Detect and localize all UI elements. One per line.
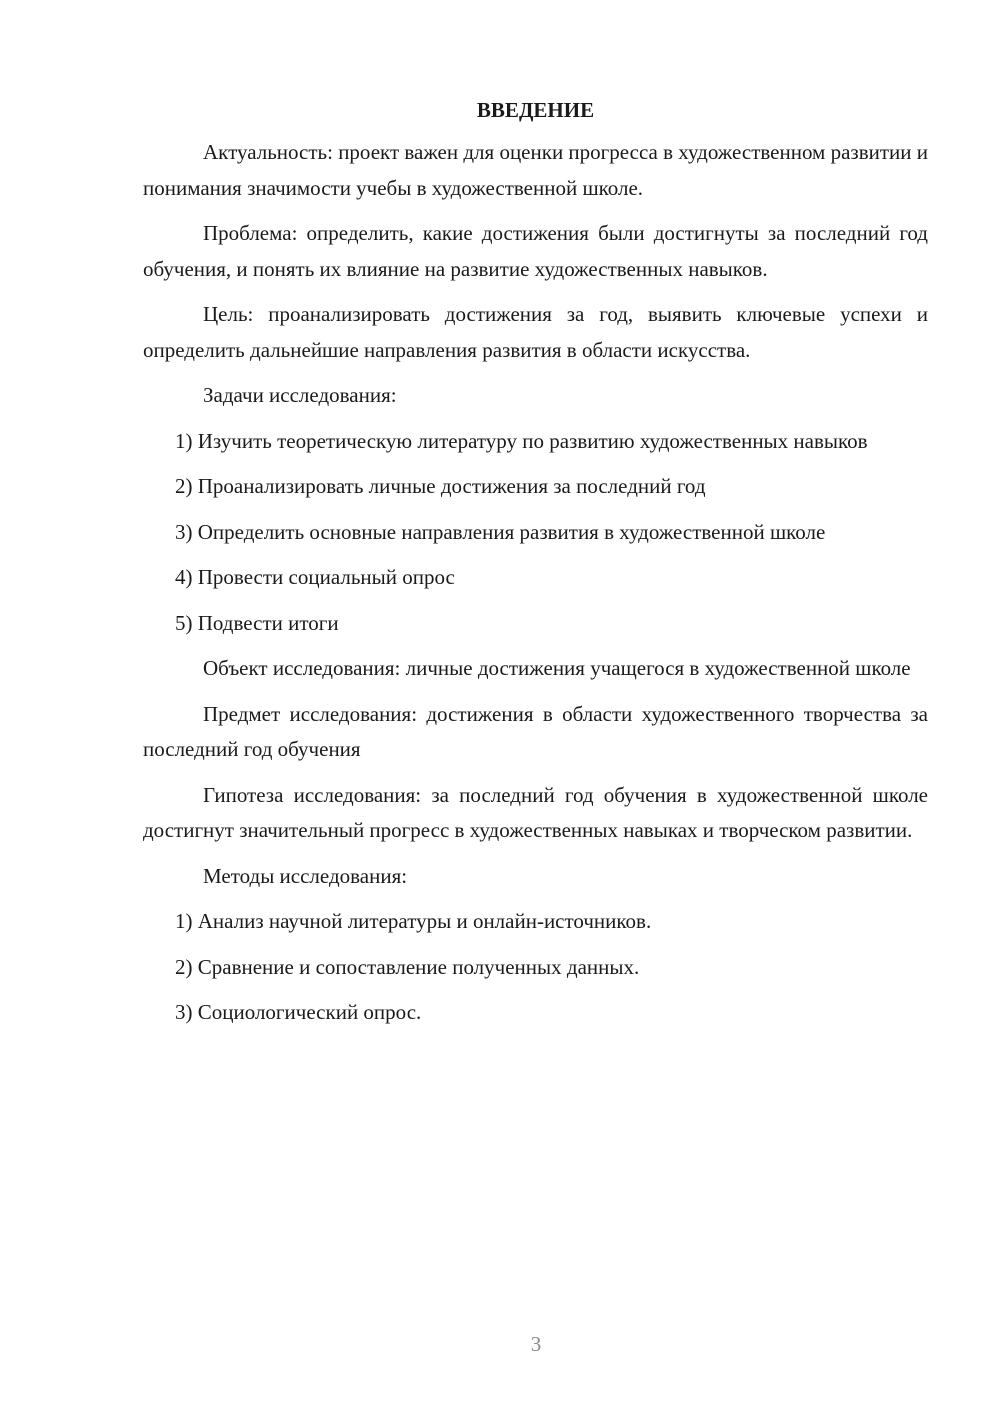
relevance-paragraph: Актуальность: проект важен для оценки прогресса в художественном развитии и понимания значимости учебы в художественной школе. xyxy=(143,140,929,200)
document-title: ВВЕДЕНИЕ xyxy=(476,98,595,122)
tasks-heading: Задачи исследования: xyxy=(203,383,397,407)
task-item-1: 1) Изучить теоретическую литературу по развитию художественных навыков xyxy=(175,428,868,453)
task-item-5: 5) Подвести итоги xyxy=(175,610,339,635)
goal-paragraph: Цель: проанализировать достижения за год, выявить ключевые успехи и определить дальнейшие направления развития в области искусства. xyxy=(143,302,928,362)
methods-heading: Методы исследования: xyxy=(203,863,408,888)
task-item-3: 3) Определить основные направления развития в художественной школе xyxy=(175,519,826,544)
subject-paragraph: Предмет исследования: достижения в области художественного творчества за последний год обучения xyxy=(143,701,928,761)
task-item-2: 2) Проанализировать личные достижения за последний год xyxy=(175,474,706,498)
method-item-3: 3) Социологический опрос. xyxy=(175,1000,422,1024)
document-page xyxy=(143,95,928,1041)
object-paragraph: Объект исследования: личные достижения учащегося в художественной школе xyxy=(203,656,911,680)
method-item-1: 1) Анализ научной литературы и онлайн-источников. xyxy=(175,909,652,933)
hypothesis-paragraph: Гипотеза исследования: за последний год обучения в художественной школе достигнут значительный прогресс в художественных навыках и творческом развитии. xyxy=(143,782,928,842)
problem-paragraph: Проблема: определить, какие достижения были достигнуты за последний год обучения, и понять их влияние на развитие художественных навыков. xyxy=(143,221,928,281)
method-item-2: 2) Сравнение и сопоставление полученных данных. xyxy=(175,954,640,979)
page-number: 3 xyxy=(530,1332,542,1356)
task-item-4: 4) Провести социальный опрос xyxy=(175,565,455,589)
